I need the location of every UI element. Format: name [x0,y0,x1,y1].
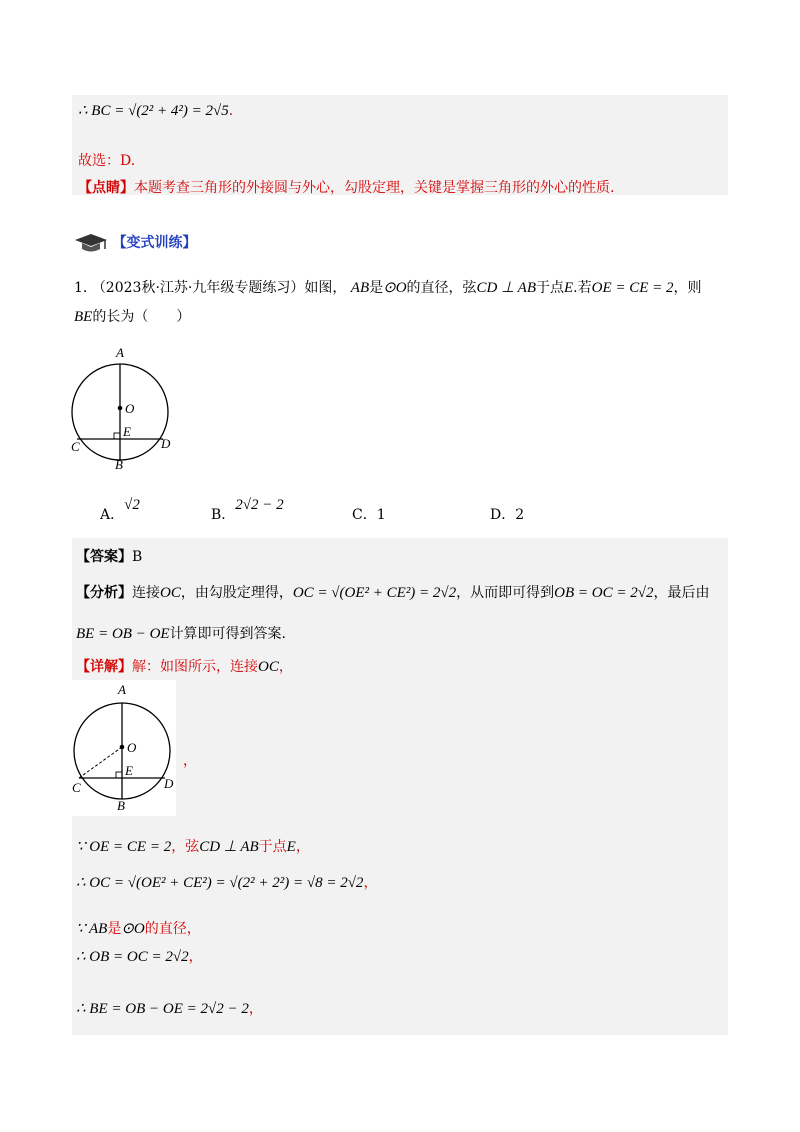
answer-tag: 【答案】 [76,549,132,565]
comment-line [78,177,614,197]
fig2-label-b: B [117,798,125,813]
fig2-label-c: C [72,780,81,795]
detail-fig-comma: ， [183,753,197,769]
fig-label-o: O [125,401,135,416]
detail-line-5: ∴ OB = OC = 2√2， [76,949,203,965]
graduation-cap-icon [74,232,108,254]
comment-tag: 【点睛】 [78,180,134,196]
detail-figure [68,680,176,816]
fig2-label-o: O [127,740,137,755]
choose-line: 故选：D. [78,153,136,169]
option-c[interactable]: C．1 [352,507,386,523]
question-line-1: 1. （2023秋·江苏·九年级专题练习）如图， AB是⊙O的直径，弦CD ⊥ AB于点E.若OE = CE = 2，则 [74,280,702,296]
detail-tag: 【详解】 [76,659,132,675]
detail-line-2: ∵ OE = CE = 2，弦CD ⊥ AB于点E， [76,839,310,855]
fig-label-c: C [71,439,80,454]
detail-line-1: 【详解】解：如图所示，连接OC， [76,659,293,675]
question-figure [66,345,176,475]
fig2-label-d: D [164,776,174,791]
comment-text: 本题考查三角形的外接圆与外心，勾股定理，关键是掌握三角形的外心的性质. [134,180,615,196]
detail-line-4: ∵ AB是⊙O的直径， [76,921,201,937]
answer-line [76,546,142,566]
fig-label-a: A [116,345,124,360]
analysis-line-2: BE = OB − OE计算即可得到答案. [76,626,287,642]
fig-label-d: D [161,436,171,451]
section-header [74,232,196,254]
fig-label-b: B [115,457,123,472]
formula-bc: ∴ BC = √(2² + 4²) = 2√5. [78,103,234,119]
detail-line-6: ∴ BE = OB − OE = 2√2 − 2， [76,1001,263,1017]
option-b[interactable]: B．2√2 − 2 [211,497,284,523]
analysis-tag: 【分析】 [76,585,132,601]
fig-label-e: E [123,424,131,439]
question-line-2: BE的长为（ ） [74,309,191,325]
detail-line-3: ∴ OC = √(OE² + CE²) = √(2² + 2²) = √8 = 2√2， [76,875,378,891]
fig2-label-e: E [125,763,133,778]
fig2-label-a: A [118,682,126,697]
analysis-line-1: 【分析】连接OC，由勾股定理得，OC = √(OE² + CE²) = 2√2，从而即可得到OB = OC = 2√2，最后由 [76,585,710,601]
answer-value: B [132,549,143,565]
option-a[interactable]: A．√2 [100,497,140,523]
option-d[interactable]: D．2 [490,507,525,523]
section-title: 【变式训练】 [112,235,197,251]
